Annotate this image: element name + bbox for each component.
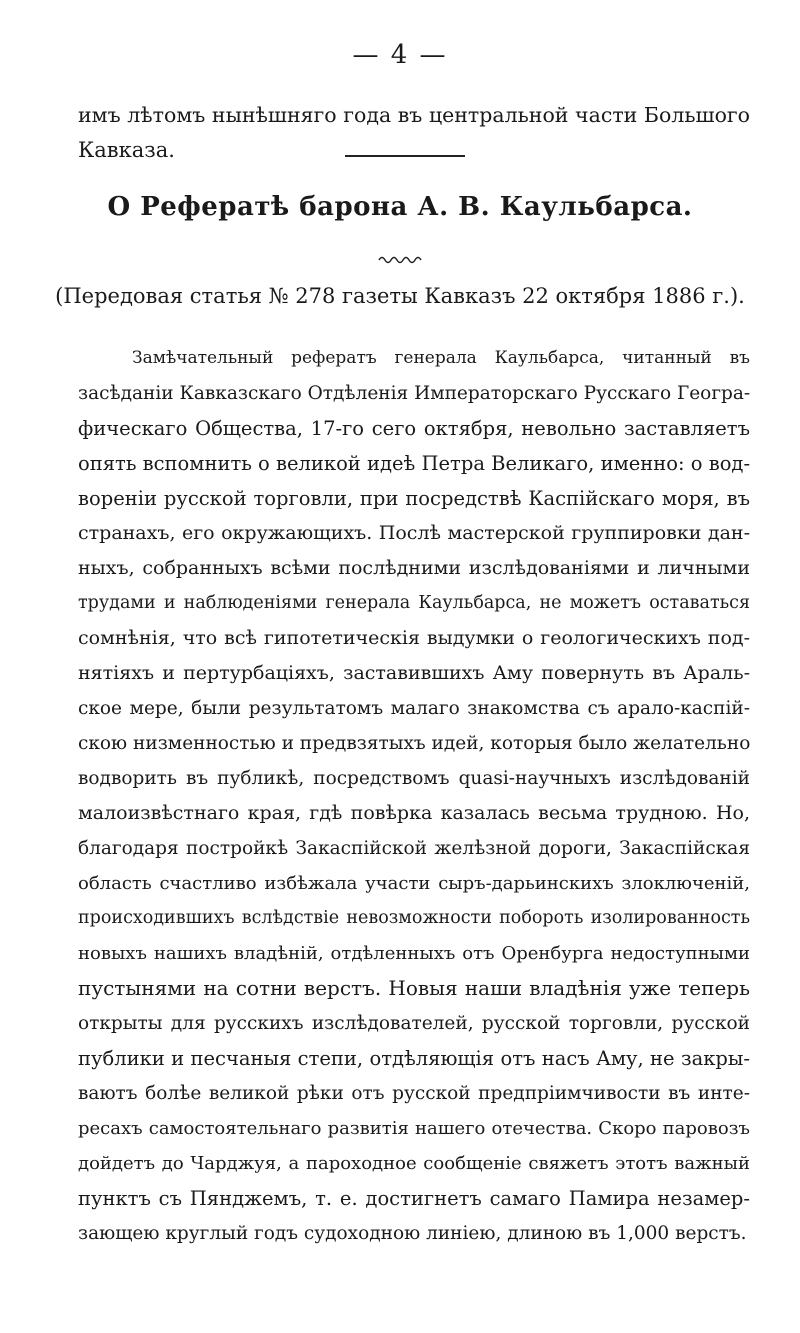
text-line: зающею круглый годъ судоходною линіею, длиною въ 1,000 верстъ. (78, 1223, 747, 1244)
text-line: скою низменностью и предвзятыхъ идей, которыя было желательно (78, 733, 751, 754)
text-line: малоизвѣстнаго края, гдѣ повѣрка казалась весьма трудною. Но, (78, 802, 750, 824)
text-line: дойдетъ до Чарджуя, а пароходное сообщеніе свяжетъ этотъ важный (78, 1153, 750, 1174)
text-line: опять вспомнить о великой идеѣ Петра Великаго, именно: о вод- (78, 452, 751, 475)
page-number: — 4 — (352, 40, 448, 70)
text-line: пунктъ съ Пянджемъ, т. е. достигнетъ самаго Памира незамер- (78, 1187, 750, 1210)
text-line: ваютъ болѣе великой рѣки отъ русской предпріимчивости въ инте- (78, 1083, 750, 1104)
text-line: имъ лѣтомъ нынѣшняго года въ центральной части Большого (78, 103, 750, 127)
text-line: Кавказа. (78, 138, 175, 162)
text-line: ныхъ, собранныхъ всѣми послѣдними изслѣдованіями и личными (78, 557, 750, 579)
ornament-squiggle (378, 252, 424, 264)
text-line: засѣданіи Кавказскаго Отдѣленія Императорскаго Русскаго Геогра- (78, 383, 751, 404)
body-paragraph (78, 341, 750, 1251)
text-line: благодаря постройкѣ Закаспійской желѣзной дороги, Закаспійская (78, 838, 750, 859)
text-line: публики и песчаныя степи, отдѣляющія отъ насъ Аму, не закры- (78, 1047, 750, 1070)
text-line: ское мере, были результатомъ малаго знакомства съ арало-каспій- (78, 698, 750, 719)
text-line: сомнѣнія, что всѣ гипотетическія выдумки о геологическихъ под- (78, 627, 750, 649)
text-line: фическаго Общества, 17-го сего октября, невольно заставляетъ (78, 417, 750, 440)
text-line: странахъ, его окружающихъ. Послѣ мастерской группировки дан- (78, 522, 750, 544)
text-line: открыты для русскихъ изслѣдователей, русской торговли, русской (78, 1013, 750, 1034)
text-line: ресахъ самостоятельнаго развитія нашего отечества. Скоро паровозъ (78, 1118, 750, 1139)
section-divider (345, 155, 465, 157)
text-line: пустынями на сотни верстъ. Новыя наши владѣнія уже теперь (78, 976, 750, 1000)
text-line: область счастливо избѣжала участи сыръ-дарьинскихъ злоключеній, (78, 873, 750, 894)
intro-paragraph (78, 98, 750, 168)
article-subtitle: (Передовая статья № 278 газеты Кавказъ 22 октября 1886 г.). (55, 284, 745, 308)
text-line: Замѣчательный рефератъ генерала Каульбарса, читанный въ (132, 348, 750, 368)
text-line: нятіяхъ и пертурбаціяхъ, заставившихъ Аму повернуть въ Араль- (78, 662, 750, 684)
text-line: трудами и наблюденіями генерала Каульбарса, не можетъ оставаться (78, 593, 750, 613)
text-line: водворить въ публикѣ, посредствомъ quasi-научныхъ изслѣдованій (78, 768, 750, 789)
text-line: новыхъ нашихъ владѣній, отдѣленныхъ отъ Оренбурга недоступными (78, 943, 750, 964)
text-line: вореніи русской торговли, при посредствѣ Каспійскаго моря, въ (78, 487, 750, 510)
article-title: О Рефератѣ барона А. В. Каульбарса. (107, 192, 693, 222)
text-line: происходившихъ вслѣдствіе невозможности побороть изолированность (78, 908, 750, 928)
